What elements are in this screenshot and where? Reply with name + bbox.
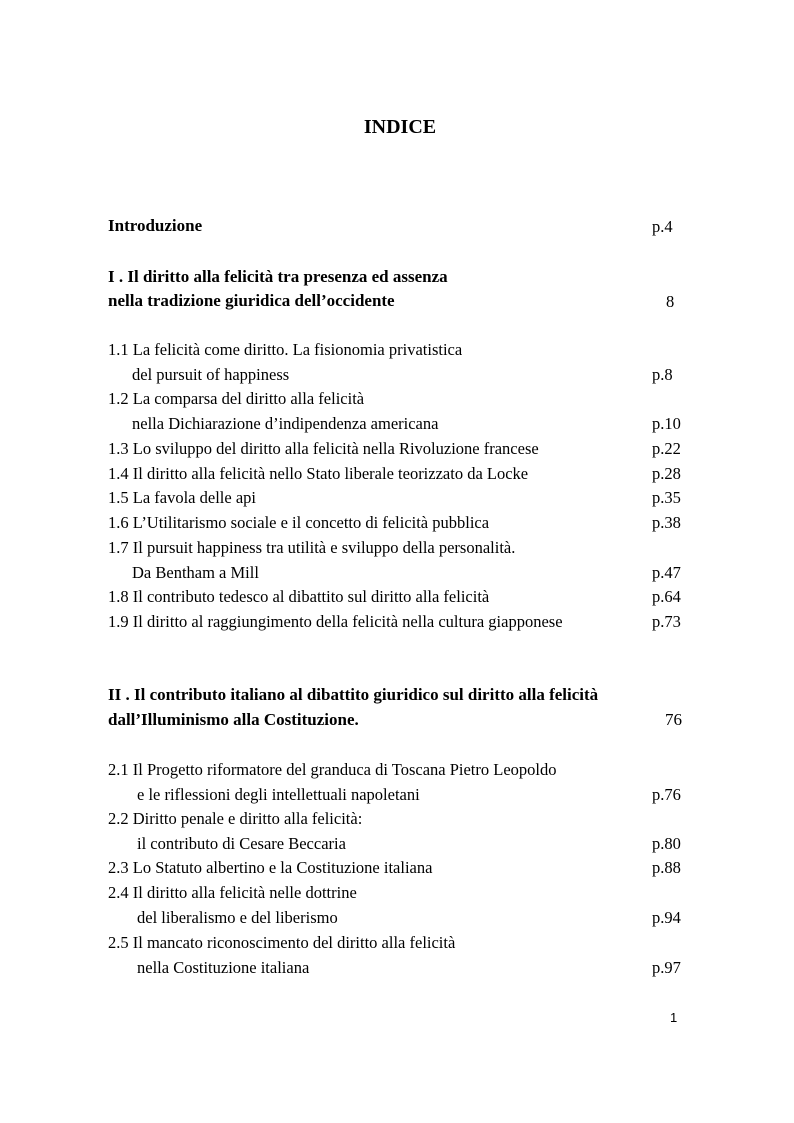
toc-entry-page: 76 <box>665 710 682 729</box>
toc-entry-label: 1.4 Il diritto alla felicità nello Stato liberale teorizzato da Locke <box>108 464 529 483</box>
toc-entry-label: Introduzione <box>108 216 203 235</box>
toc-entry-label: 2.4 Il diritto alla felicità nelle dottrine <box>108 883 357 902</box>
chapter-heading-line: nella tradizione giuridica dell’occidente <box>108 291 395 310</box>
toc-entry-page: p.64 <box>652 587 681 606</box>
toc-entry-label: 1.1 La felicità come diritto. La fisionomia privatistica <box>108 340 463 359</box>
toc-entry-page: p.76 <box>652 785 681 804</box>
toc-entry-label: 1.5 La favola delle api <box>108 488 256 507</box>
toc-entry-label-continued: del liberalismo e del liberismo <box>137 908 338 927</box>
toc-entry-label-continued: nella Dichiarazione d’indipendenza americana <box>132 414 439 433</box>
toc-entry-page: p.80 <box>652 834 681 853</box>
toc-entry-page: p.38 <box>652 513 681 532</box>
toc-entry-label: 1.2 La comparsa del diritto alla felicità <box>108 389 365 408</box>
toc-entry-page: p.73 <box>652 612 681 631</box>
toc-entry-page: p.47 <box>652 563 681 582</box>
chapter-heading-line: dall’Illuminismo alla Costituzione. <box>108 710 359 729</box>
toc-entry-label: 1.8 Il contributo tedesco al dibattito sul diritto alla felicità <box>108 587 490 606</box>
page-title: INDICE <box>363 116 437 138</box>
toc-entry-label: 1.9 Il diritto al raggiungimento della felicità nella cultura giapponese <box>108 612 563 631</box>
chapter-heading-line: I . Il diritto alla felicità tra presenza ed assenza <box>108 267 448 286</box>
toc-entry-label-continued: Da Bentham a Mill <box>132 563 259 582</box>
toc-entry-page: p.88 <box>652 858 681 877</box>
toc-entry-label-continued: il contributo di Cesare Beccaria <box>137 834 346 853</box>
toc-entry-label-continued: nella Costituzione italiana <box>137 958 310 977</box>
page-number: 1 <box>670 1010 678 1025</box>
toc-entry-label: 1.7 Il pursuit happiness tra utilità e sviluppo della personalità. <box>108 538 516 557</box>
toc-entry-label-continued: e le riflessioni degli intellettuali napoletani <box>137 785 420 804</box>
toc-entry-page: 8 <box>666 292 675 311</box>
toc-entry-label: 2.2 Diritto penale e diritto alla felicità: <box>108 809 363 828</box>
toc-entry-page: p.22 <box>652 439 681 458</box>
toc-entry-label: 2.5 Il mancato riconoscimento del diritto alla felicità <box>108 933 456 952</box>
toc-entry-page: p.94 <box>652 908 681 927</box>
toc-entry-label: 1.3 Lo sviluppo del diritto alla felicità nella Rivoluzione francese <box>108 439 539 458</box>
toc-entry-label: 1.6 L’Utilitarismo sociale e il concetto di felicità pubblica <box>108 513 490 532</box>
toc-entry-page: p.10 <box>652 414 681 433</box>
toc-entry-page: p.35 <box>652 488 681 507</box>
toc-entry-page: p.4 <box>652 217 673 236</box>
toc-entry-page: p.28 <box>652 464 681 483</box>
toc-entry-label-continued: del pursuit of happiness <box>132 365 290 384</box>
toc-entry-page: p.8 <box>652 365 673 384</box>
toc-entry-label: 2.1 Il Progetto riformatore del granduca di Toscana Pietro Leopoldo <box>108 760 557 779</box>
toc-entry-page: p.97 <box>652 958 681 977</box>
toc-entry-label: 2.3 Lo Statuto albertino e la Costituzione italiana <box>108 858 433 877</box>
chapter-heading-line: II . Il contributo italiano al dibattito giuridico sul diritto alla felicità <box>108 685 599 704</box>
